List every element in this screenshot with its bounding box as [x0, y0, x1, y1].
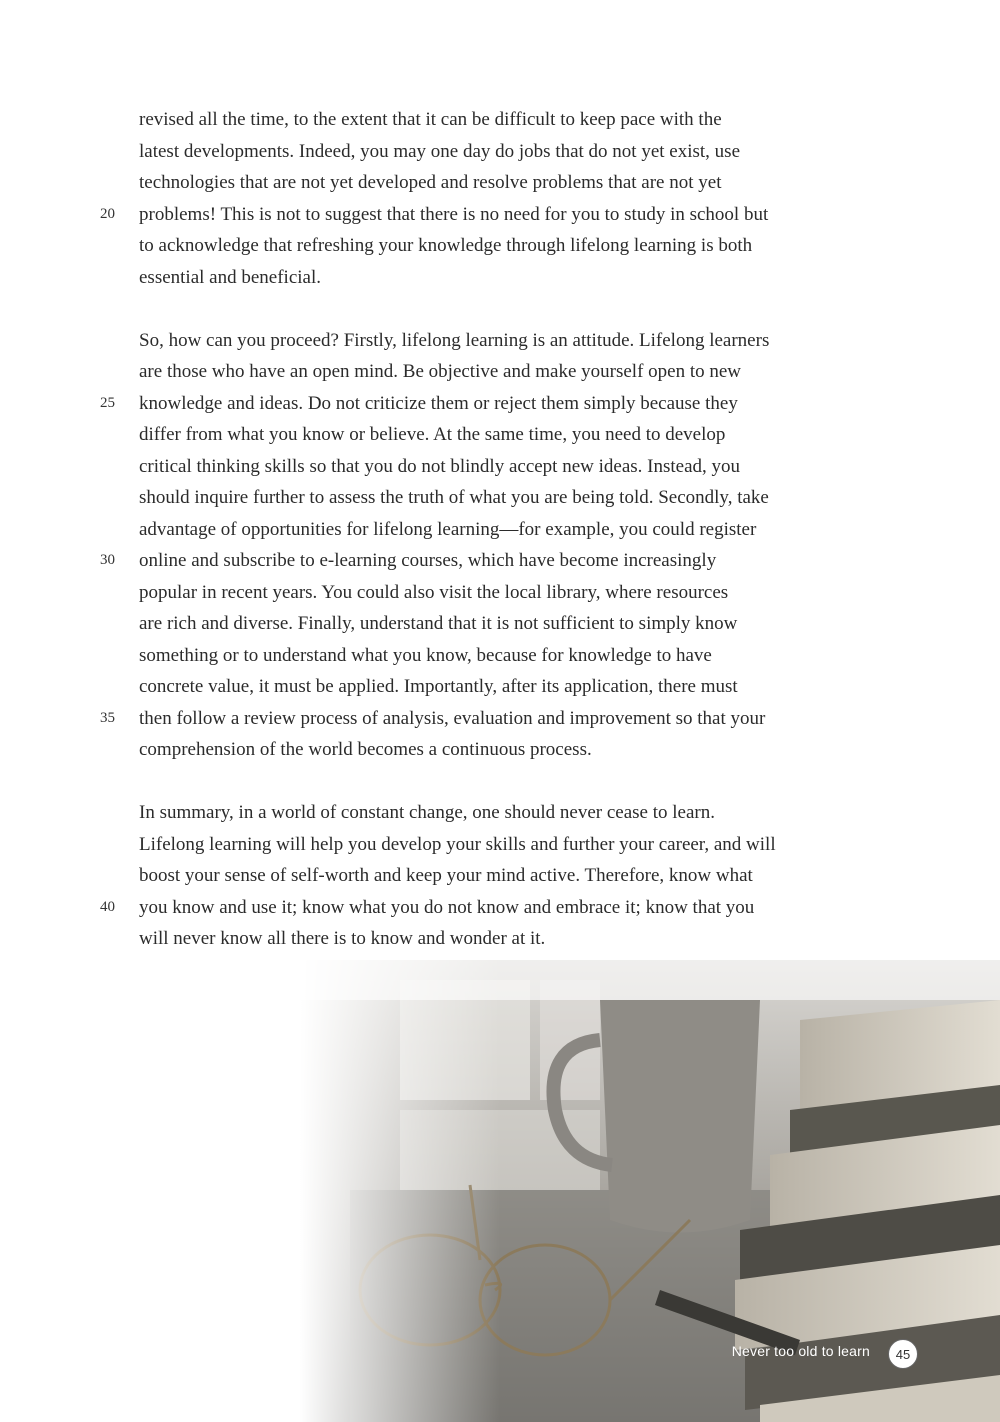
text-line: should inquire further to assess the truth of what you are being told. Secondly, take — [139, 487, 769, 508]
text-line: then follow a review process of analysis, evaluation and improvement so that your — [139, 708, 766, 729]
text-line: Lifelong learning will help you develop your skills and further your career, and will — [139, 834, 776, 855]
text-line: differ from what you know or believe. At the same time, you need to develop — [139, 424, 726, 445]
text-line: problems! This is not to suggest that there is no need for you to study in school but — [139, 204, 769, 225]
line-number: 40 — [100, 899, 115, 915]
text-line: boost your sense of self-worth and keep your mind active. Therefore, know what — [139, 865, 753, 886]
text-line: you know and use it; know what you do not know and embrace it; know that you — [139, 897, 755, 918]
text-line: to acknowledge that refreshing your knowledge through lifelong learning is both — [139, 235, 753, 256]
text-line: will never know all there is to know and wonder at it. — [139, 928, 546, 949]
text-line: essential and beneficial. — [139, 267, 322, 288]
line-number: 30 — [100, 552, 115, 568]
text-line: something or to understand what you know, because for knowledge to have — [139, 645, 712, 666]
text-line: In summary, in a world of constant change, one should never cease to learn. — [139, 802, 715, 823]
text-line: are rich and diverse. Finally, understand that it is not sufficient to simply know — [139, 613, 738, 634]
running-footer-title: Never too old to learn — [731, 1343, 870, 1359]
text-line: concrete value, it must be applied. Importantly, after its application, there must — [139, 676, 738, 697]
text-line: So, how can you proceed? Firstly, lifelong learning is an attitude. Lifelong learners — [139, 330, 770, 351]
text-line: knowledge and ideas. Do not criticize them or reject them simply because they — [139, 393, 738, 414]
line-number: 25 — [100, 395, 115, 411]
line-number: 20 — [100, 206, 115, 222]
text-line: advantage of opportunities for lifelong learning—for example, you could register — [139, 519, 757, 540]
page-number-badge: 45 — [888, 1339, 918, 1369]
line-number: 35 — [100, 710, 115, 726]
text-line: are those who have an open mind. Be objective and make yourself open to new — [139, 361, 742, 382]
text-line: latest developments. Indeed, you may one day do jobs that do not yet exist, use — [139, 141, 741, 162]
text-line: comprehension of the world becomes a continuous process. — [139, 739, 592, 760]
text-line: online and subscribe to e-learning courses, which have become increasingly — [139, 550, 717, 571]
text-line: critical thinking skills so that you do not blindly accept new ideas. Instead, you — [139, 456, 741, 477]
text-line: technologies that are not yet developed and resolve problems that are not yet — [139, 172, 722, 193]
text-line: revised all the time, to the extent that it can be difficult to keep pace with the — [139, 109, 722, 130]
text-line: popular in recent years. You could also visit the local library, where resources — [139, 582, 729, 603]
